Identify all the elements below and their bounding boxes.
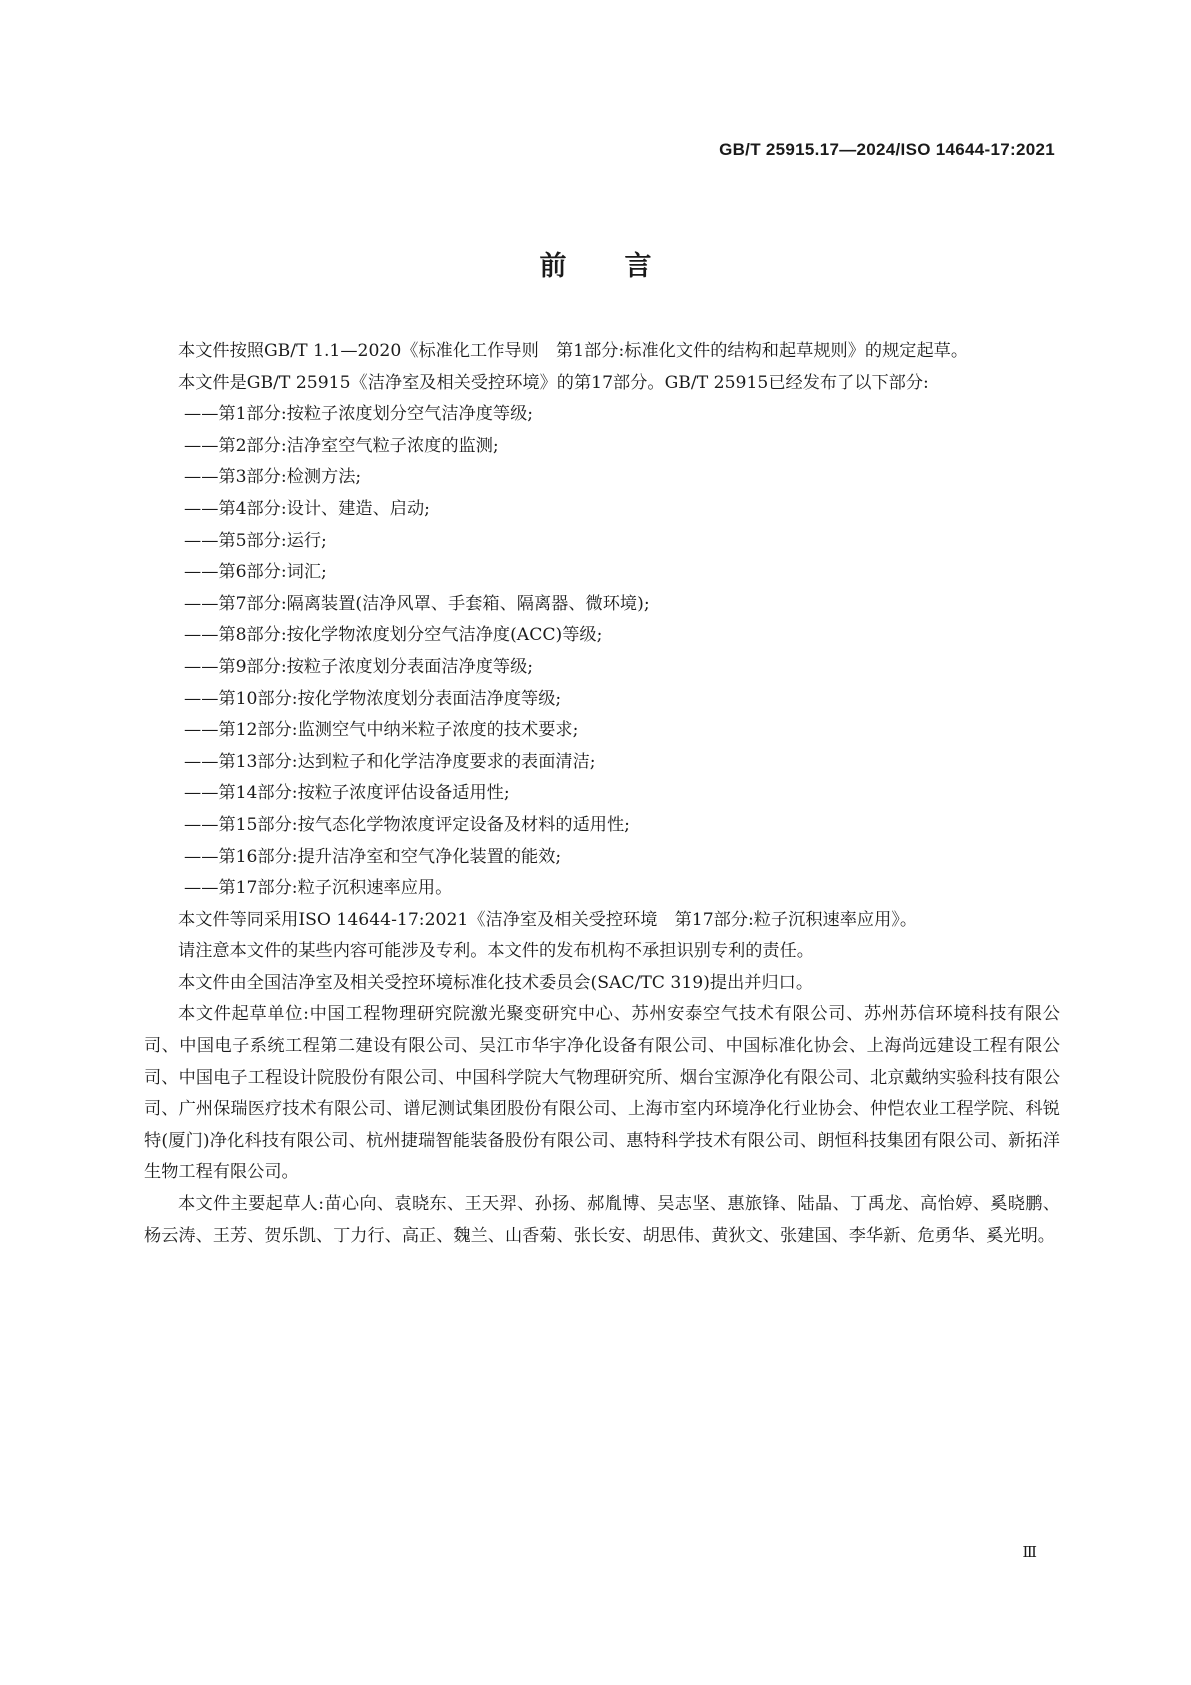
list-item: ——第8部分:按化学物浓度划分空气洁净度(ACC)等级; <box>184 625 603 646</box>
page-title: 前言 <box>539 251 710 282</box>
page-number: Ⅲ <box>1022 1543 1037 1561</box>
list-item: ——第16部分:提升洁净室和空气净化装置的能效; <box>184 846 562 867</box>
paragraph-patent-notice: 请注意本文件的某些内容可能涉及专利。本文件的发布机构不承担识别专利的责任。 <box>178 941 814 962</box>
list-item: ——第2部分:洁净室空气粒子浓度的监测; <box>184 435 499 456</box>
list-item: ——第15部分:按气态化学物浓度评定设备及材料的适用性; <box>184 814 630 835</box>
standard-code: GB/T 25915.17—2024/ISO 14644-17:2021 <box>719 140 1055 159</box>
list-item: ——第13部分:达到粒子和化学洁净度要求的表面清洁; <box>184 751 596 772</box>
parts-list <box>144 399 1060 905</box>
paragraph-adoption: 本文件等同采用ISO 14644-17:2021《洁净室及相关受控环境 第17部分:粒子沉积速率应用》。 <box>178 909 918 930</box>
paragraph-drafting-units: 本文件起草单位:中国工程物理研究院激光聚变研究中心、苏州安泰空气技术有限公司、苏州苏信环境科技有限公司、中国电子系统工程第二建设有限公司、吴江市华宇净化设备有限公司、中国标准化协会、上海尚远建设工程有限公司、中国电子工程设计院股份有限公司、中国科学院大气物理研究所、烟台宝源净化有限公司、北京戴纳实验科技有限公司、广州保瑞医疗技术有限公司、谱尼测试集团股份有限公司、上海市室内环境净化行业协会、仲恺农业工程学院、科锐特(厦门)净化科技有限公司、杭州捷瑞智能装备股份有限公司、惠特科学技术有限公司、朗恒科技集团有限公司、新拓洋生物工程有限公司。 <box>144 1004 1060 1183</box>
list-item: ——第10部分:按化学物浓度划分表面洁净度等级; <box>184 688 562 709</box>
list-item: ——第14部分:按粒子浓度评估设备适用性; <box>184 783 510 804</box>
paragraph-drafters: 本文件主要起草人:苗心向、袁晓东、王天羿、孙扬、郝胤博、吴志坚、惠旅锋、陆晶、丁禹龙、高怡婷、奚晓鹏、杨云涛、王芳、贺乐凯、丁力行、高正、魏兰、山香菊、张长安、胡思伟、黄狄文、张建国、李华新、危勇华、奚光明。 <box>144 1194 1060 1246</box>
paragraph-drafting-rules: 本文件按照GB/T 1.1—2020《标准化工作导则 第1部分:标准化文件的结构和起草规则》的规定起草。 <box>178 341 969 361</box>
list-item: ——第4部分:设计、建造、启动; <box>184 498 430 519</box>
list-item: ——第17部分:粒子沉积速率应用。 <box>184 878 453 899</box>
foreword-body <box>144 336 1060 1252</box>
list-item: ——第7部分:隔离装置(洁净风罩、手套箱、隔离器、微环境); <box>184 593 650 614</box>
list-item: ——第9部分:按粒子浓度划分表面洁净度等级; <box>184 656 534 677</box>
paragraph-proposer: 本文件由全国洁净室及相关受控环境标准化技术委员会(SAC/TC 319)提出并归口。 <box>178 972 814 993</box>
list-item: ——第1部分:按粒子浓度划分空气洁净度等级; <box>184 404 534 425</box>
list-item: ——第5部分:运行; <box>184 530 327 551</box>
list-item: ——第6部分:词汇; <box>184 562 327 583</box>
list-item: ——第12部分:监测空气中纳米粒子浓度的技术要求; <box>184 720 579 741</box>
paragraph-series-intro: 本文件是GB/T 25915《洁净室及相关受控环境》的第17部分。GB/T 25915已经发布了以下部分: <box>178 372 929 393</box>
list-item: ——第3部分:检测方法; <box>184 467 362 488</box>
